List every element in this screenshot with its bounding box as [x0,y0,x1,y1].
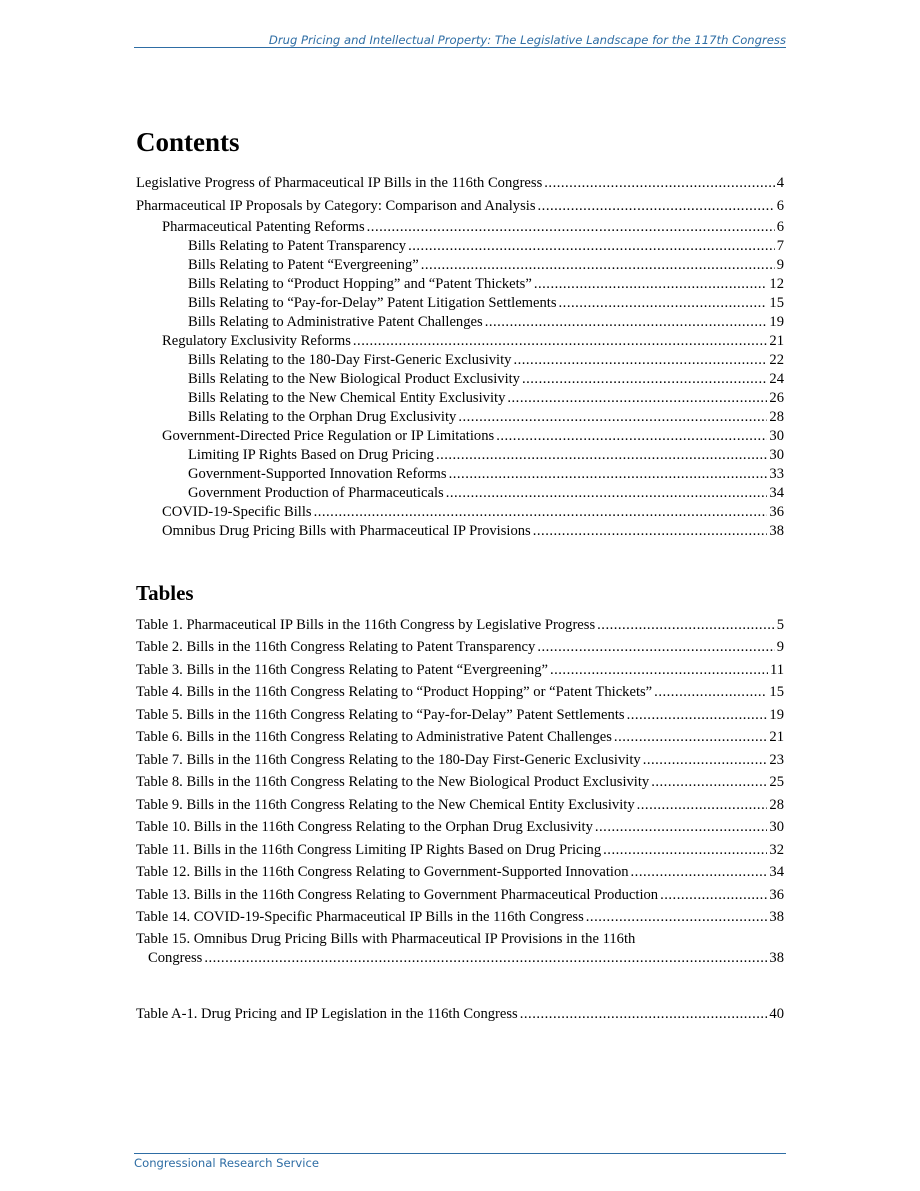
toc-entry-page: 21 [769,333,784,349]
toc-entry-page: 36 [769,504,784,520]
dot-leader [559,294,768,313]
toc-entry-title: Government-Supported Innovation Reforms [188,466,447,482]
table-entry[interactable] [136,796,784,815]
toc-entry-title: Bills Relating to Patent Transparency [188,238,407,254]
toc-entry-title: Bills Relating to the New Biological Product Exclusivity [188,371,520,387]
toc-entry-page: 34 [769,485,784,501]
toc-entry-title: Bills Relating to Patent “Evergreening” [188,257,419,273]
dot-leader [538,197,775,216]
table-entry-title: Table 12. Bills in the 116th Congress Relating to Government-Supported Innovation [136,864,629,880]
table-entry-page: 34 [769,864,784,880]
toc-entry[interactable] [162,522,784,541]
table-entry-title: Table 11. Bills in the 116th Congress Limiting IP Rights Based on Drug Pricing [136,842,602,858]
tables-heading: Tables [136,581,194,605]
table-entry-title: Table 1. Pharmaceutical IP Bills in the 116th Congress by Legislative Progress [136,617,596,633]
toc-entry[interactable] [188,294,784,313]
dot-leader [537,638,774,657]
table-entry[interactable] [136,683,784,702]
dot-leader [533,522,768,541]
toc-entry-page: 30 [769,447,784,463]
running-header: Drug Pricing and Intellectual Property: The Legislative Landscape for the 117th Congress [134,33,786,48]
table-entry[interactable] [136,908,784,927]
table-entry-title: Table 14. COVID-19-Specific Pharmaceutical IP Bills in the 116th Congress [136,909,584,925]
toc-entry[interactable] [188,484,784,503]
toc-entry-title: Omnibus Drug Pricing Bills with Pharmaceutical IP Provisions [162,523,531,539]
toc-entry-page: 22 [769,352,784,368]
toc-entry[interactable] [188,351,784,370]
toc-entry[interactable] [162,218,784,237]
table-entry-title: Table 4. Bills in the 116th Congress Relating to “Product Hopping” or “Patent Thickets” [136,684,653,700]
table-entry-page: 23 [769,752,784,768]
toc-entry-page: 38 [769,523,784,539]
table-entry-title: Table 10. Bills in the 116th Congress Relating to the Orphan Drug Exclusivity [136,819,593,835]
toc-entry-page: 6 [776,198,784,214]
table-entry-page: 38 [769,909,784,925]
toc-entry[interactable] [162,427,784,446]
dot-leader [544,174,774,193]
dot-leader [458,408,767,427]
toc-entry-title: Bills Relating to Administrative Patent Challenges [188,314,483,330]
table-entry-title: Table 6. Bills in the 116th Congress Relating to Administrative Patent Challenges [136,729,612,745]
toc-entry[interactable] [188,370,784,389]
toc-entry[interactable] [162,503,784,522]
toc-entry-title: Legislative Progress of Pharmaceutical IP Bills in the 116th Congress [136,175,543,191]
table-entry-title: Table 15. Omnibus Drug Pricing Bills with Pharmaceutical IP Provisions in the 116th [136,931,636,947]
dot-leader [637,796,768,815]
toc-entry-page: 9 [776,257,784,273]
dot-leader [353,332,768,351]
toc-entry[interactable] [188,465,784,484]
table-entry-title: Table 8. Bills in the 116th Congress Relating to the New Biological Product Exclusivity [136,774,650,790]
table-entry-title: Table 5. Bills in the 116th Congress Relating to “Pay-for-Delay” Patent Settlements [136,707,625,723]
toc-entry-page: 28 [769,409,784,425]
dot-leader [496,427,767,446]
dot-leader [436,446,767,465]
dot-leader [204,949,767,968]
toc-entry[interactable] [188,446,784,465]
dot-leader [485,313,768,332]
dot-leader [367,218,775,237]
toc-entry-page: 4 [776,175,784,191]
table-entry-page: 25 [769,774,784,790]
toc-entry-page: 24 [769,371,784,387]
footer: Congressional Research Service [134,1153,786,1170]
table-entry-page: 32 [769,842,784,858]
toc-entry[interactable] [188,275,784,294]
table-entry-page: 30 [769,819,784,835]
table-entry-page: 40 [769,1006,784,1022]
dot-leader [513,351,767,370]
dot-leader [534,275,768,294]
dot-leader [421,256,775,275]
table-entry[interactable] [136,773,784,792]
toc-entry-page: 7 [776,238,784,254]
toc-entry-title: COVID-19-Specific Bills [162,504,312,520]
toc-entry[interactable] [136,174,784,193]
table-entry[interactable] [136,751,784,770]
dot-leader [631,863,768,882]
table-entry-page: 21 [769,729,784,745]
toc-entry[interactable] [188,237,784,256]
table-entry[interactable] [136,863,784,882]
dot-leader [660,886,767,905]
table-entry-page: 36 [769,887,784,903]
dot-leader [614,728,767,747]
toc-entry-page: 12 [769,276,784,292]
table-entry[interactable] [136,661,784,680]
toc-entry-title: Bills Relating to “Product Hopping” and “Patent Thickets” [188,276,532,292]
toc-entry-page: 15 [769,295,784,311]
toc-entry-page: 26 [769,390,784,406]
dot-leader [654,683,767,702]
table-entry-title: Table 9. Bills in the 116th Congress Relating to the New Chemical Entity Exclusivity [136,797,635,813]
toc-entry[interactable] [162,332,784,351]
table-entry-page: 15 [769,684,784,700]
table-entry[interactable] [136,818,784,837]
dot-leader [449,465,768,484]
dot-leader [520,1005,768,1024]
toc-entry-title: Government-Directed Price Regulation or IP Limitations [162,428,495,444]
dot-leader [408,237,775,256]
toc-entry-title: Bills Relating to the New Chemical Entity Exclusivity [188,390,506,406]
toc-entry-title: Pharmaceutical IP Proposals by Category: Comparison and Analysis [136,198,536,214]
table-entry-continuation [136,949,784,968]
table-entry-page: 11 [769,662,784,678]
dot-leader [597,616,775,635]
dot-leader [522,370,767,389]
dot-leader [586,908,768,927]
toc-entry-title: Bills Relating to the 180-Day First-Generic Exclusivity [188,352,512,368]
dot-leader [550,661,768,680]
table-entry[interactable] [136,638,784,657]
dot-leader [603,841,767,860]
table-entry-title: Table 2. Bills in the 116th Congress Relating to Patent Transparency [136,639,536,655]
toc-entry[interactable] [188,389,784,408]
toc-entry-page: 30 [769,428,784,444]
table-entry[interactable] [136,930,784,970]
table-entry-page: 28 [769,797,784,813]
dot-leader [446,484,768,503]
toc-entry-page: 6 [776,219,784,235]
dot-leader [643,751,768,770]
toc-entry-page: 19 [769,314,784,330]
toc-entry[interactable] [188,256,784,275]
toc-entry-title: Bills Relating to “Pay-for-Delay” Patent Litigation Settlements [188,295,557,311]
table-entry-title-continued: Congress [148,950,203,966]
table-entry[interactable] [136,886,784,905]
toc-entry[interactable] [188,408,784,427]
table-entry[interactable] [136,706,784,725]
toc-entry-title: Limiting IP Rights Based on Drug Pricing [188,447,434,463]
table-entry[interactable] [136,841,784,860]
dot-leader [595,818,768,837]
toc-entry-title: Regulatory Exclusivity Reforms [162,333,351,349]
contents-heading: Contents [136,127,240,157]
table-entry-page: 5 [776,617,784,633]
table-entry-page: 19 [769,707,784,723]
table-entry-page: 38 [769,950,784,966]
toc-entry[interactable] [136,197,784,216]
table-entry[interactable] [136,728,784,747]
toc-entry[interactable] [188,313,784,332]
dot-leader [507,389,767,408]
dot-leader [627,706,768,725]
table-entry-page: 9 [776,639,784,655]
dot-leader [651,773,767,792]
table-entry-title: Table 3. Bills in the 116th Congress Relating to Patent “Evergreening” [136,662,548,678]
toc-entry-title: Government Production of Pharmaceuticals [188,485,444,501]
table-entry-title: Table 7. Bills in the 116th Congress Relating to the 180-Day First-Generic Exclusivity [136,752,641,768]
table-entry[interactable] [136,616,784,635]
dot-leader [314,503,768,522]
table-entry-title: Table A-1. Drug Pricing and IP Legislation in the 116th Congress [136,1006,518,1022]
table-entry-title: Table 13. Bills in the 116th Congress Relating to Government Pharmaceutical Production [136,887,659,903]
table-entry[interactable] [136,1005,784,1024]
toc-entry-page: 33 [769,466,784,482]
toc-entry-title: Pharmaceutical Patenting Reforms [162,219,365,235]
toc-entry-title: Bills Relating to the Orphan Drug Exclusivity [188,409,457,425]
